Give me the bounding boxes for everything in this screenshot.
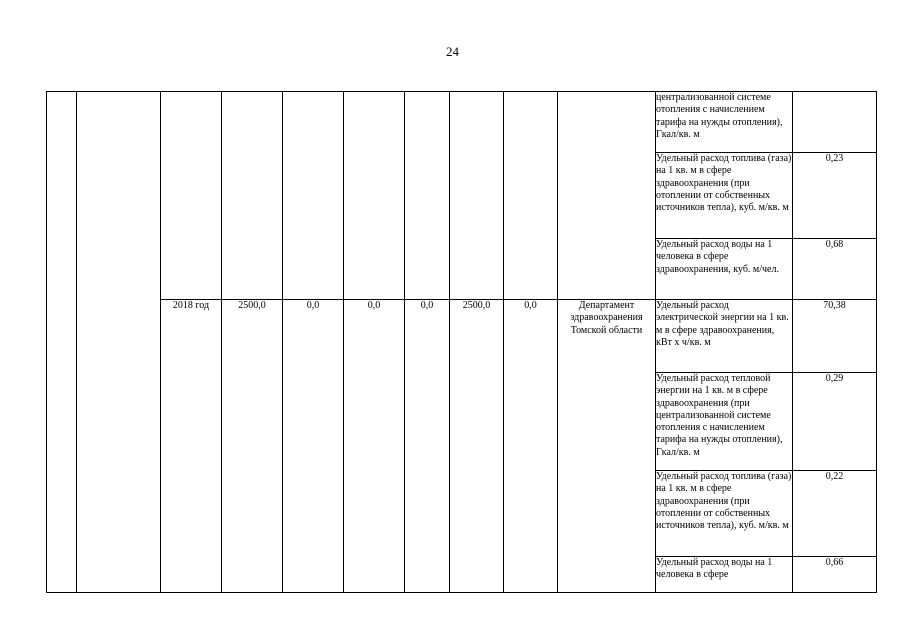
program-table: [46, 91, 877, 593]
indicator-cell: Удельный расход топлива (газа) на 1 кв. м в сфере здравоохранения (при отоплении от собственных источников тепла), куб. м/кв. м: [656, 153, 793, 239]
indicator-value-cell: 0,29: [793, 373, 877, 471]
indicator-value-cell: [793, 92, 877, 153]
funding-cell: 2500,0: [450, 300, 504, 593]
funding-cell: 0,0: [405, 300, 450, 593]
funding-cell: 0,0: [283, 300, 344, 593]
funding-cell: 0,0: [504, 300, 558, 593]
funding-cell: 0,0: [344, 300, 405, 593]
department-cell: Департамент здравоохранения Томской области: [558, 300, 656, 593]
indicator-value-cell: 0,23: [793, 153, 877, 239]
total-cell: [222, 92, 283, 300]
indicator-cell: Удельный расход электрической энергии на 1 кв. м в сфере здравоохранения, кВт х ч/кв. м: [656, 300, 793, 373]
funding-cell: [283, 92, 344, 300]
total-cell: 2500,0: [222, 300, 283, 593]
indicator-value-cell: 0,66: [793, 557, 877, 593]
page-number: 24: [446, 44, 459, 59]
col-number-cell: [47, 92, 77, 593]
indicator-cell: Удельный расход воды на 1 человека в сфере здравоохранения, куб. м/чел.: [656, 239, 793, 300]
funding-cell: [450, 92, 504, 300]
table-row: [47, 92, 877, 153]
indicator-cell: Удельный расход воды на 1 человека в сфере: [656, 557, 793, 593]
table-row: [47, 300, 877, 373]
col-name-cell: [77, 92, 161, 593]
funding-cell: [504, 92, 558, 300]
year-cell: [161, 92, 222, 300]
indicator-cell: централизованной системе отопления с начислением тарифа на нужды отопления), Гкал/кв. м: [656, 92, 793, 153]
indicator-cell: Удельный расход топлива (газа) на 1 кв. м в сфере здравоохранения (при отоплении от собственных источников тепла), куб. м/кв. м: [656, 471, 793, 557]
funding-cell: [405, 92, 450, 300]
department-cell: [558, 92, 656, 300]
indicator-value-cell: 70,38: [793, 300, 877, 373]
year-cell: 2018 год: [161, 300, 222, 593]
indicator-cell: Удельный расход тепловой энергии на 1 кв. м в сфере здравоохранения (при централизованной системе отопления с начислением тарифа на нужды отопления), Гкал/кв. м: [656, 373, 793, 471]
indicator-value-cell: 0,68: [793, 239, 877, 300]
funding-cell: [344, 92, 405, 300]
indicator-value-cell: 0,22: [793, 471, 877, 557]
